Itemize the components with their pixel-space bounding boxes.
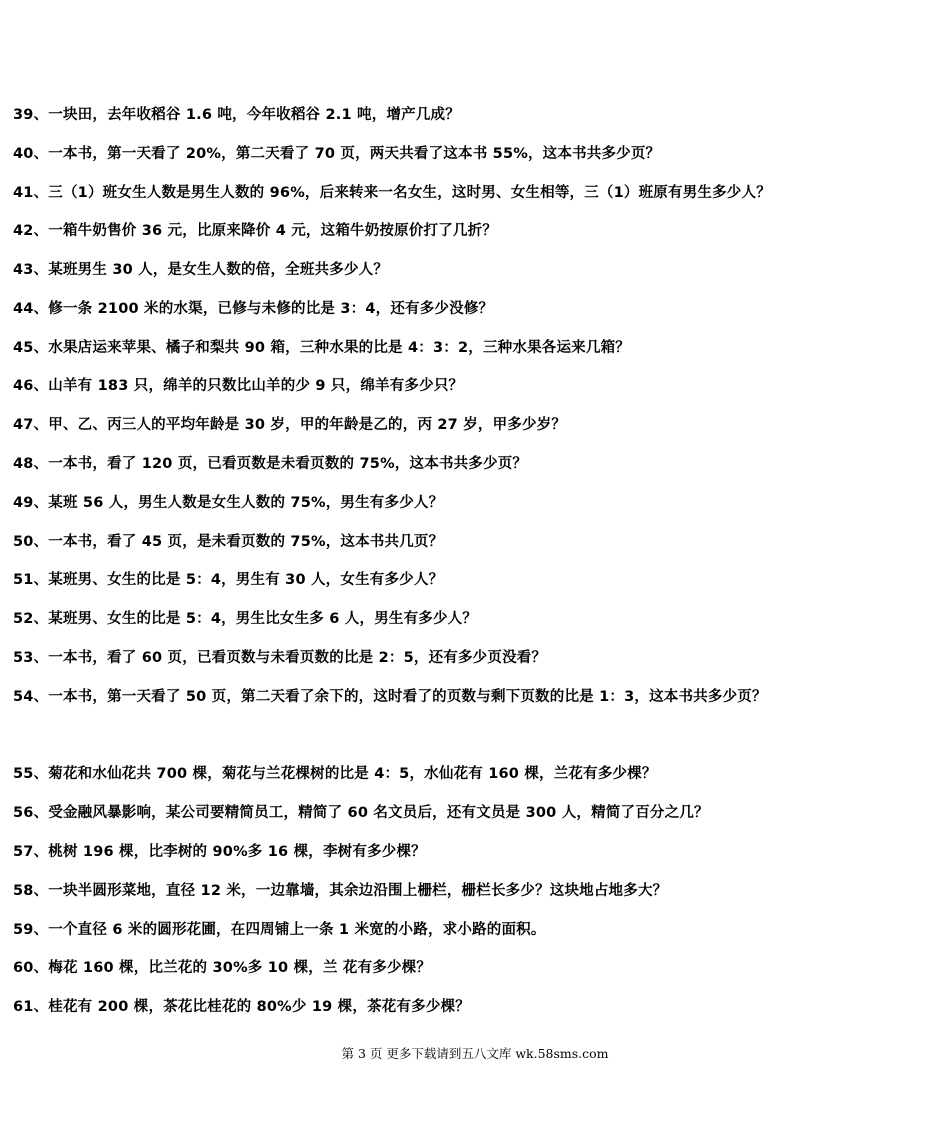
problem-39: 39、一块田，去年收稻谷 1.6 吨，今年收稻谷 2.1 吨，增产几成？ (13, 107, 460, 123)
problem-44: 44、修一条 2100 米的水渠，已修与未修的比是 3：4，还有多少没修？ (13, 301, 494, 317)
page-footer: 第 3 页 更多下载请到五八文库 wk.58sms.com (341, 1046, 609, 1061)
problem-55: 55、菊花和水仙花共 700 棵，菊花与兰花棵树的比是 4：5，水仙花有 160 棵，兰花有多少棵？ (13, 766, 657, 782)
problem-56: 56、受金融风暴影响，某公司要精简员工，精简了 60 名文员后，还有文员是 300 人，精简了百分之几？ (13, 805, 709, 821)
problem-58: 58、一块半圆形菜地，直径 12 米，一边靠墙，其余边沿围上栅栏，栅栏长多少？这块地占地多大？ (13, 883, 668, 899)
problem-53: 53、一本书，看了 60 页，已看页数与未看页数的比是 2：5，还有多少页没看？ (13, 650, 547, 666)
problem-61: 61、桂花有 200 棵，茶花比桂花的 80%少 19 棵，茶花有多少棵？ (13, 999, 470, 1015)
problem-43: 43、某班男生 30 人，是女生人数的倍，全班共多少人？ (13, 262, 389, 278)
problem-54: 54、一本书，第一天看了 50 页，第二天看了余下的，这时看了的页数与剩下页数的比是 1：3，这本书共多少页？ (13, 689, 767, 705)
problem-52: 52、某班男、女生的比是 5：4，男生比女生多 6 人，男生有多少人？ (13, 611, 478, 627)
problem-59: 59、一个直径 6 米的圆形花圃，在四周铺上一条 1 米宽的小路，求小路的面积。 (13, 922, 546, 938)
problem-57: 57、桃树 196 棵，比李树的 90%多 16 棵，李树有多少棵？ (13, 844, 426, 860)
problem-47: 47、甲、乙、丙三人的平均年龄是 30 岁，甲的年龄是乙的，丙 27 岁，甲多少岁？ (13, 417, 567, 433)
problem-60: 60、梅花 160 棵，比兰花的 30%多 10 棵，兰 花有多少棵？ (13, 960, 432, 976)
problem-51: 51、某班男、女生的比是 5：4，男生有 30 人，女生有多少人？ (13, 572, 444, 588)
problem-45: 45、水果店运来苹果、橘子和梨共 90 箱，三种水果的比是 4：3：2，三种水果各运来几箱？ (13, 340, 630, 356)
problem-48: 48、一本书，看了 120 页，已看页数是未看页数的 75%，这本书共多少页？ (13, 456, 528, 472)
problem-50: 50、一本书，看了 45 页，是未看页数的 75%，这本书共几页？ (13, 534, 444, 550)
problem-42: 42、一箱牛奶售价 36 元，比原来降价 4 元，这箱牛奶按原价打了几折？ (13, 223, 498, 239)
problem-49: 49、某班 56 人，男生人数是女生人数的 75%，男生有多少人？ (13, 495, 444, 511)
problem-46: 46、山羊有 183 只，绵羊的只数比山羊的少 9 只，绵羊有多少只？ (13, 378, 464, 394)
problem-41: 41、三（1）班女生人数是男生人数的 96%，后来转来一名女生，这时男、女生相等，三（1）班原有男生多少人？ (13, 185, 771, 201)
problem-40: 40、一本书，第一天看了 20%，第二天看了 70 页，两天共看了这本书 55%，这本书共多少页？ (13, 146, 661, 162)
